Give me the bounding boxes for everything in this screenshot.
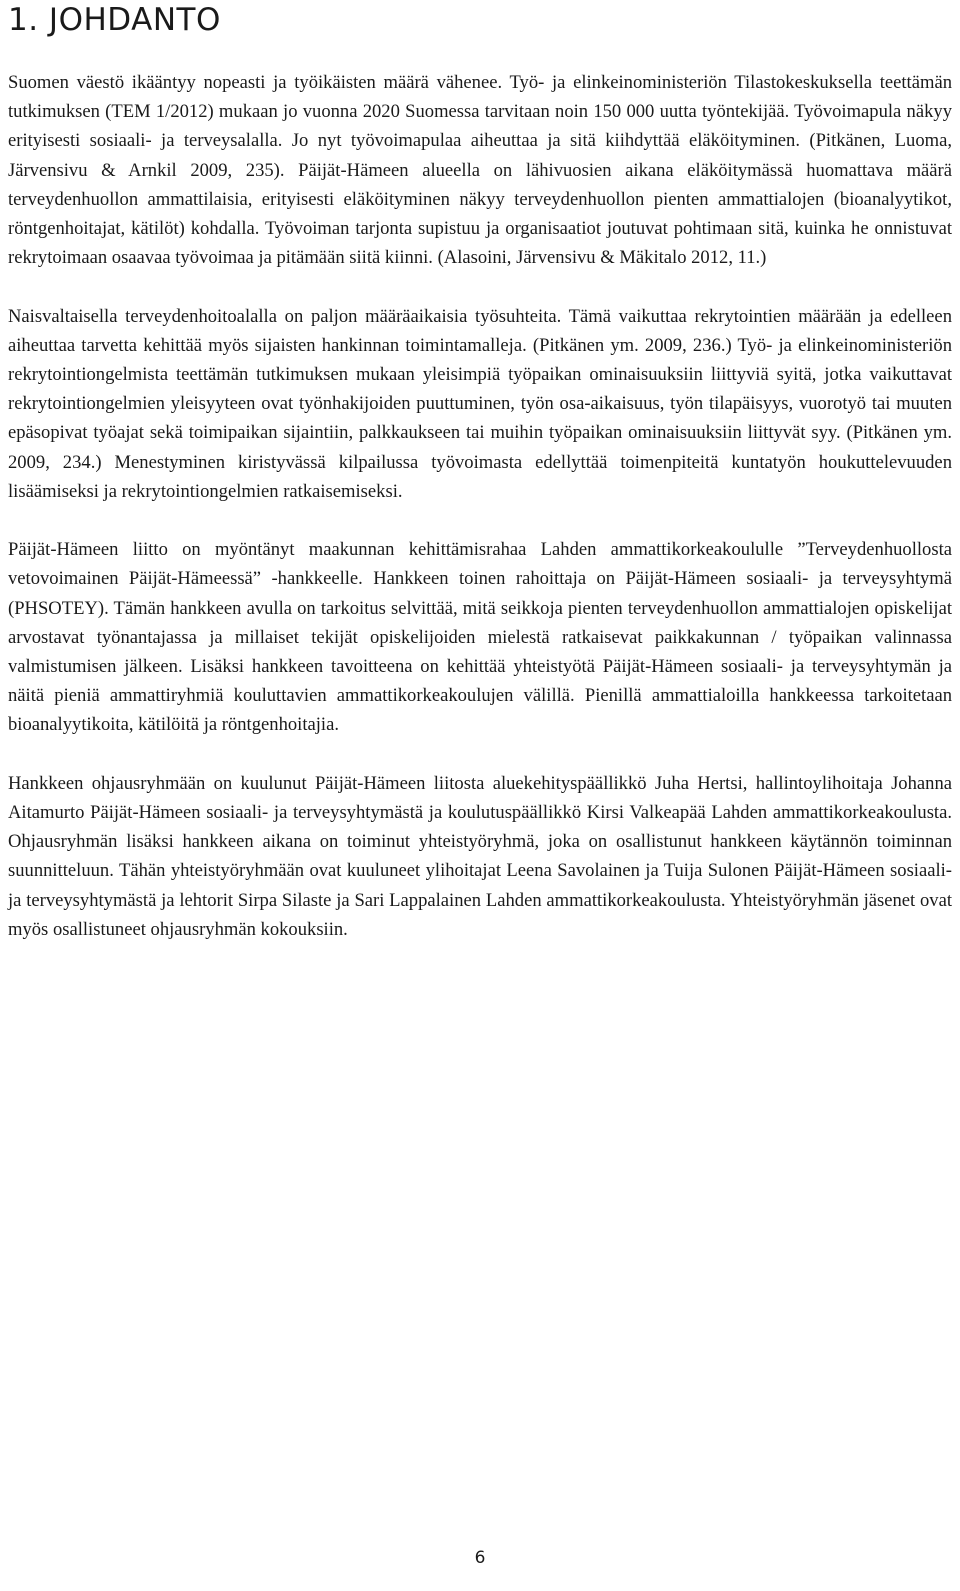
paragraph-1: Suomen väestö ikääntyy nopeasti ja työikäisten määrä vähenee. Työ- ja elinkeinoministeriön Tilastokeskuksella teettämän tutkimuksen (TEM 1/2012) mukaan jo vuonna 2020 Suomessa tarvitaan noin 150 000 uutta työntekijää. Työvoimapula näkyy erityisesti sosiaali- ja terveysalalla. Jo nyt työvoimapulaa aiheuttaa ja sitä kiihdyttää eläköityminen. (Pitkänen, Luoma, Järvensivu & Arnkil 2009, 235). Päijät-Hämeen alueella on lähivuosien aikana eläköitymässä huomattava määrä terveydenhuollon ammattilaisia, erityisesti eläköityminen näkyy terveydenhuollon pienten ammattialojen (bioanalyytikot, röntgenhoitajat, kätilöt) kohdalla. Työvoiman tarjonta supistuu ja organisaatiot joutuvat pohtimaan sitä, kuinka he onnistuvat rekrytoimaan osaavaa työvoimaa ja pitämään siitä kiinni. (Alasoini, Järvensivu & Mäkitalo 2012, 11.) (8, 72, 952, 269)
paragraph-2: Naisvaltaisella terveydenhoitoalalla on paljon määräaikaisia työsuhteita. Tämä vaikuttaa rekrytointien määrään ja edelleen aiheuttaa tarvetta kehittää myös sijaisten hankinnan toimintamalleja. (Pitkänen ym. 2009, 236.) Työ- ja elinkeinoministeriön rekrytointiongelmista teettämän tutkimuksen mukaan yleisimpiä työpaikan ominaisuuksiin liittyviä syitä, jotka vaikuttavat rekrytointiongelmien yleisyyteen ovat työnhakijoiden puuttuminen, työn osa-aikaisuus, työn tilapäisyys, vuorotyö tai muuten epäsopivat työajat sekä toimipaikan sijaintiin, palkkaukseen tai muihin työpaikan ominaisuuksiin liittyvät syy. (Pitkänen ym. 2009, 234.) Menestyminen kiristyvässä kilpailussa työvoimasta edellyttää toimenpiteitä kuntatyön houkuttelevuuden lisäämiseksi ja rekrytointiongelmien ratkaisemiseksi. (8, 305, 952, 502)
document-page (8, 0, 952, 940)
chapter-heading: 1. JOHDANTO (8, 2, 221, 38)
paragraph-4: Hankkeen ohjausryhmään on kuulunut Päijät-Hämeen liitosta aluekehityspäällikkö Juha Hertsi, hallintoylihoitaja Johanna Aitamurto Päijät-Hämeen sosiaali- ja terveysyhtymästä ja koulutuspäällikkö Kirsi Valkeapää Lahden ammattikorkeakoulusta. Ohjausryhmän lisäksi hankkeen aikana on toiminut yhteistyöryhmä, joka on osallistunut hankkeen käytännön toiminnan suunnitteluun. Tähän yhteistyöryhmään ovat kuuluneet ylihoitajat Leena Savolainen ja Tuija Sulonen Päijät-Hämeen sosiaali- ja terveysyhtymästä ja lehtorit Sirpa Silaste ja Sari Lappalainen Lahden ammattikorkeakoulusta. Yhteistyöryhmän jäsenet ovat myös osallistuneet ohjausryhmän kokouksiin. (8, 772, 952, 940)
page-number: 6 (474, 1548, 486, 1568)
body-text (8, 68, 952, 973)
paragraph-3: Päijät-Hämeen liitto on myöntänyt maakunnan kehittämisrahaa Lahden ammattikorkeakoululle ”Terveydenhuollosta vetovoimainen Päijät-Hämeessä” -hankkeelle. Hankkeen toinen rahoittaja on Päijät-Hämeen sosiaali- ja terveysyhtymä (PHSOTEY). Tämän hankkeen avulla on tarkoitus selvittää, mitä seikkoja pienten terveydenhuollon ammattialojen opiskelijat arvostavat työnantajassa ja millaiset tekijät opiskelijoiden mielestä ratkaisevat paikkakunnan / työpaikan valinnassa valmistumisen jälkeen. Lisäksi hankkeen tavoitteena on kehittää yhteistyötä Päijät-Hämeen sosiaali- ja terveysyhtymän ja näitä pieniä ammattiryhmiä kouluttavien ammattikorkeakoulujen välillä. Pienillä ammattialoilla hankkeessa tarkoitetaan bioanalyytikoita, kätilöitä ja röntgenhoitajia. (8, 539, 952, 736)
